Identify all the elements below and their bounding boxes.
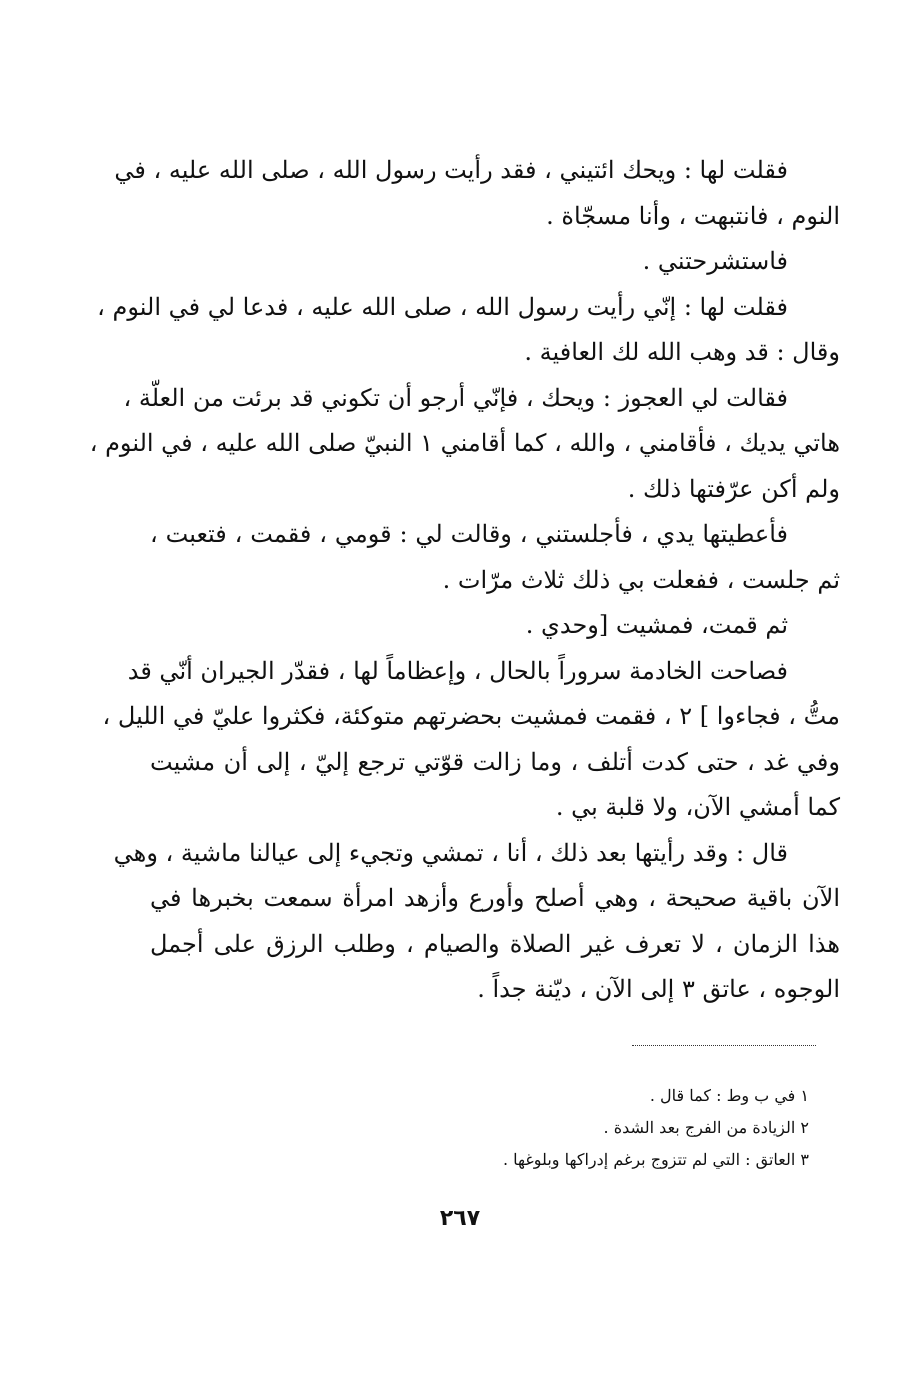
text-line: النوم ، فانتبهت ، وأنا مسجّاة . <box>546 201 840 230</box>
text-line: فأعطيتها يدي ، فأجلستني ، وقالت لي : قومي ، فقمت ، فتعبت ، <box>150 520 788 548</box>
text-line: فقالت لي العجوز : ويحك ، فإنّي أرجو أن تكوني قد برئت من العلّة ، <box>123 383 788 412</box>
text-line: الوجوه ، عاتق ٣ إلى الآن ، ديّنة جداً . <box>477 975 840 1003</box>
text-line: هذا الزمان ، لا تعرف غير الصلاة والصيام ، وطلب الرزق على أجمل <box>150 929 840 958</box>
footnote-3: ٣ العاتق : التي لم تتزوج برغم إدراكها وبلوغها . <box>503 1150 809 1169</box>
text-line: فصاحت الخادمة سروراً بالحال ، وإعظاماً لها ، فقدّر الجيران أنّي قد <box>127 656 788 685</box>
text-line: هاتي يديك ، فأقامني ، والله ، كما أقامني ١ النبيّ صلى الله عليه ، في النوم ، <box>89 429 840 457</box>
footnote-1: ١ في ب وط : كما قال . <box>649 1086 809 1105</box>
text-line: فاستشرحتني . <box>642 247 788 275</box>
text-line: الآن باقية صحيحة ، وهي أصلح وأورع وأزهد امرأة سمعت بخبرها في <box>150 884 840 912</box>
text-line: ثم قمت، فمشيت [وحدي . <box>525 611 788 639</box>
text-line: وقال : قد وهب الله لك العافية . <box>524 338 840 366</box>
text-line: وفي غد ، حتى كدت أتلف ، وما زالت قوّتي ترجع إليّ ، إلى أن مشيت <box>150 747 840 776</box>
text-line: ولم أكن عرّفتها ذلك . <box>627 474 840 503</box>
text-line: كما أمشي الآن، ولا قلبة بي . <box>555 793 840 821</box>
text-line: فقلت لها : إنّي رأيت رسول الله ، صلى الله عليه ، فدعا لي في النوم ، <box>97 292 788 321</box>
text-line: ثم جلست ، ففعلت بي ذلك ثلاث مرّات . <box>442 565 840 594</box>
main-text-block <box>89 148 840 1013</box>
footnotes <box>359 1080 809 1176</box>
footnote-divider <box>632 1045 816 1046</box>
page-number: ٢٦٧ <box>439 1206 481 1231</box>
footnote-2: ٢ الزيادة من الفرج بعد الشدة . <box>603 1118 809 1137</box>
text-line: فقلت لها : ويحك ائتيني ، فقد رأيت رسول الله ، صلى الله عليه ، في <box>114 156 788 184</box>
text-line: متُّ ، فجاءوا ] ٢ ، فقمت فمشيت بحضرتهم متوكئة، فكثروا عليّ في الليل ، <box>102 702 840 730</box>
text-line: قال : وقد رأيتها بعد ذلك ، أنا ، تمشي وتجيء إلى عيالنا ماشية ، وهي <box>113 838 788 867</box>
